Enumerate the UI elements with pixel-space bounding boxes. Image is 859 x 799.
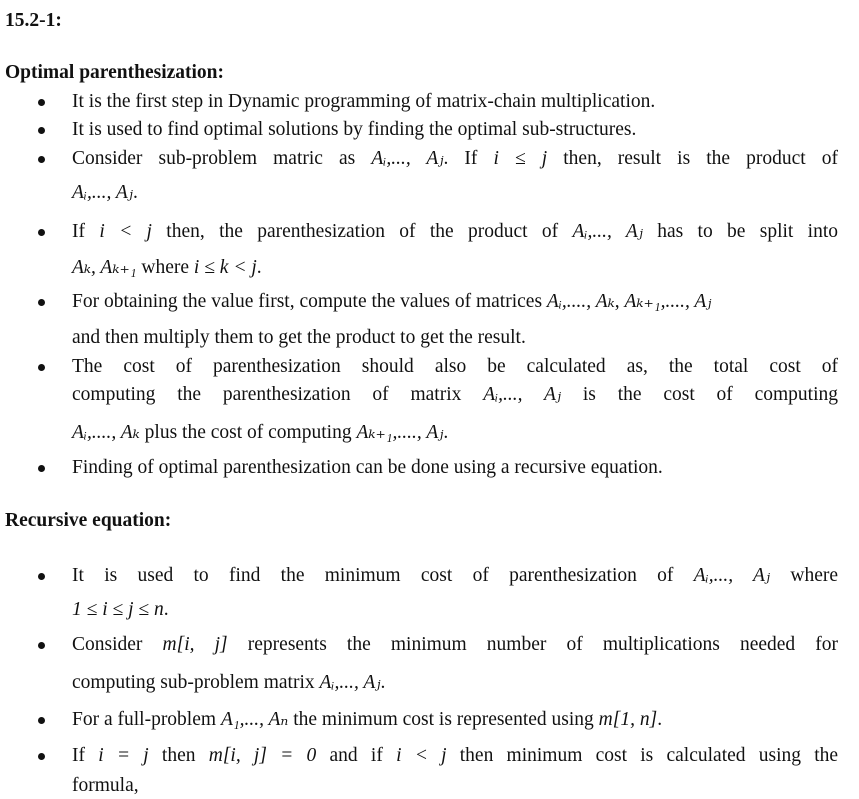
math-expression: i < j [99, 221, 152, 242]
math-expression: i < j [396, 745, 447, 766]
bullet-text: It is the first step in Dynamic programming of matrix-chain multiplication. [72, 91, 656, 112]
bullet-text [72, 744, 838, 768]
math-expression: 1 ≤ i ≤ j ≤ n [72, 599, 164, 620]
bullet-text-continued [72, 598, 838, 622]
bullet-text-continued [72, 383, 838, 407]
text-run: . [657, 709, 663, 730]
bullet-icon [38, 364, 45, 371]
text-run: represents the minimum number of multiplications needed for [247, 634, 839, 655]
math-expression: m[1, n] [598, 709, 658, 730]
bullet-text: It is used to find optimal solutions by finding the optimal sub-structures. [72, 119, 637, 140]
math-expression: Aᵢ,..., Aⱼ [319, 672, 381, 693]
bullet-icon [38, 127, 45, 134]
math-expression: i ≤ k < j [193, 257, 257, 278]
bullet-icon [38, 229, 45, 236]
text-run: and if [329, 745, 383, 766]
text-run: . [256, 257, 262, 278]
bullet-text-continued [72, 671, 838, 695]
math-expression: Aᵢ,..., Aⱼ [72, 182, 133, 203]
text-run: . [380, 672, 386, 693]
text-run: For a full-problem [72, 709, 217, 730]
bullet-icon [38, 299, 45, 306]
bullet-icon [38, 717, 45, 724]
bullet-text-continued [72, 256, 838, 280]
text-run: where [141, 257, 190, 278]
bullet-text-continued: formula, [72, 775, 139, 796]
bullet-text [72, 564, 838, 588]
math-expression: Aₖ₊₁,...., Aⱼ [356, 422, 444, 443]
text-run: . [443, 422, 449, 443]
bullet-text [72, 220, 838, 244]
text-run: where [790, 565, 839, 586]
math-expression: i ≤ j [493, 148, 548, 169]
bullet-text [72, 290, 838, 314]
text-run: then, result is the product of [563, 148, 839, 169]
math-expression: Aᵢ,...., Aₖ [546, 291, 615, 312]
text-run: Consider sub-problem matric as [72, 148, 356, 169]
bullet-text [72, 633, 838, 657]
text-run: plus the cost of computing [144, 422, 352, 443]
bullet-text-continued: and then multiply them to get the product to get the result. [72, 327, 526, 348]
bullet-icon [38, 465, 45, 472]
bullet-icon [38, 753, 45, 760]
bullet-text [72, 147, 838, 171]
math-expression: Aᵢ,..., Aⱼ [572, 221, 643, 242]
text-run: Consider [72, 634, 143, 655]
math-expression: Aᵢ,...., Aₖ [72, 422, 140, 443]
bullet-text-continued [72, 421, 838, 445]
text-run: . [132, 182, 138, 203]
text-run: . If [443, 148, 478, 169]
math-expression: Aᵢ,..., Aⱼ [693, 565, 771, 586]
text-run: For obtaining the value first, compute the values of matrices [72, 291, 543, 312]
bullet-text: Finding of optimal parenthesization can be done using a recursive equation. [72, 457, 663, 478]
bullet-text [72, 708, 838, 732]
text-run: then, the parenthesization of the product of [166, 221, 559, 242]
bullet-text: The cost of parenthesization should also be calculated as, the total cost of [72, 356, 838, 377]
math-expression: m[i, j] = 0 [208, 745, 317, 766]
bullet-icon [38, 642, 45, 649]
text-run: , [614, 291, 620, 312]
text-run: is the cost of computing [582, 384, 838, 405]
bullet-icon [38, 156, 45, 163]
math-expression: A₁,..., Aₙ [220, 709, 289, 730]
math-expression: m[i, j] [162, 634, 228, 655]
bullet-icon [38, 99, 45, 106]
math-expression: Aₖ₊₁,...., Aⱼ [624, 291, 712, 312]
bullet-text-continued [72, 181, 838, 205]
text-run: computing sub-problem matrix [72, 672, 315, 693]
text-run: It is used to find the minimum cost of parenthesization of [72, 565, 674, 586]
text-run: the minimum cost is represented using [293, 709, 594, 730]
math-expression: Aᵢ,..., Aⱼ [483, 384, 562, 405]
text-run: If [72, 221, 85, 242]
math-expression: Aᵢ,..., Aⱼ [371, 148, 444, 169]
text-run: then minimum cost is calculated using the [459, 745, 839, 766]
text-run: If [72, 745, 85, 766]
math-expression: Aₖ, Aₖ₊₁ [72, 257, 137, 278]
text-run: has to be split into [657, 221, 838, 242]
text-run: then [161, 745, 196, 766]
section-number: 15.2-1: [5, 10, 62, 31]
text-run: computing the parenthesization of matrix [72, 384, 462, 405]
optimal-parenthesization-heading: Optimal parenthesization: [5, 62, 225, 83]
recursive-equation-heading: Recursive equation: [5, 510, 172, 531]
text-run: . [163, 599, 169, 620]
bullet-icon [38, 573, 45, 580]
math-expression: i = j [98, 745, 149, 766]
